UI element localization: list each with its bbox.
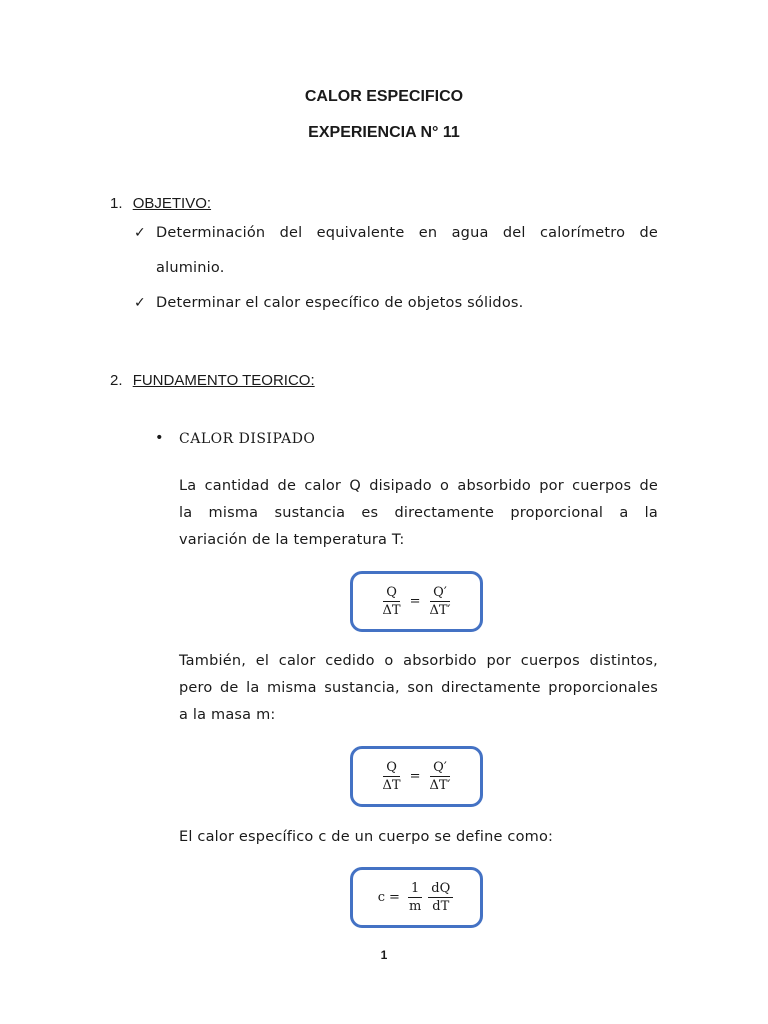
formula-box-3 (350, 867, 483, 928)
paragraph-2-line-3: a la masa m: (179, 707, 276, 723)
bullet-icon: • (155, 430, 164, 446)
section-title: OBJETIVO: (132, 195, 212, 212)
paragraph-2-line-2: pero de la misma sustancia, son directamente proporcionales (179, 680, 658, 696)
fraction-left: $\frac{Q}{\Delta T}$ (382, 760, 401, 793)
equals-sign: = (389, 890, 400, 905)
page-subtitle: EXPERIENCIA N° 11 (308, 124, 460, 141)
section-number: 1. (110, 195, 123, 212)
page-number: 1 (380, 948, 388, 962)
paragraph-1-line-2: la misma sustancia es directamente proporcional a la (179, 505, 658, 521)
fraction-left: $\frac{Q}{\Delta T}$ (382, 585, 401, 618)
formula-box-1 (350, 571, 483, 632)
check-icon: ✓ (134, 225, 146, 241)
subheading-calor-disipado: CALOR DISIPADO (179, 431, 316, 447)
equals-sign: = (409, 769, 421, 784)
objective-item-1-line-2: aluminio. (156, 260, 225, 276)
page-title: CALOR ESPECIFICO (304, 88, 464, 105)
section-number: 2. (110, 372, 123, 389)
section-heading-fundamento (110, 372, 315, 389)
paragraph-3: El calor específico c de un cuerpo se define como: (179, 829, 554, 845)
fraction-a: $\frac{1}{m}$ (408, 881, 422, 914)
section-heading-objetivo (110, 195, 211, 212)
fraction-right: $\frac{Q'}{\Delta T'}$ (429, 760, 451, 793)
section-title: FUNDAMENTO TEORICO: (132, 372, 315, 389)
paragraph-1-line-3: variación de la temperatura T: (179, 532, 405, 548)
paragraph-1-line-1: La cantidad de calor Q disipado o absorbido por cuerpos de (179, 478, 658, 494)
objective-item-1-line-1: Determinación del equivalente en agua del calorímetro de (156, 225, 658, 241)
formula-lhs: c (377, 890, 386, 905)
fraction-b: $\frac{dQ}{dT}$ (428, 881, 453, 914)
fraction-right: $\frac{Q'}{\Delta T'}$ (429, 585, 451, 618)
equals-sign: = (409, 594, 421, 609)
check-icon: ✓ (134, 295, 146, 311)
objective-item-2: Determinar el calor específico de objetos sólidos. (156, 295, 524, 311)
formula-box-2 (350, 746, 483, 807)
paragraph-2-line-1: También, el calor cedido o absorbido por cuerpos distintos, (179, 653, 658, 669)
